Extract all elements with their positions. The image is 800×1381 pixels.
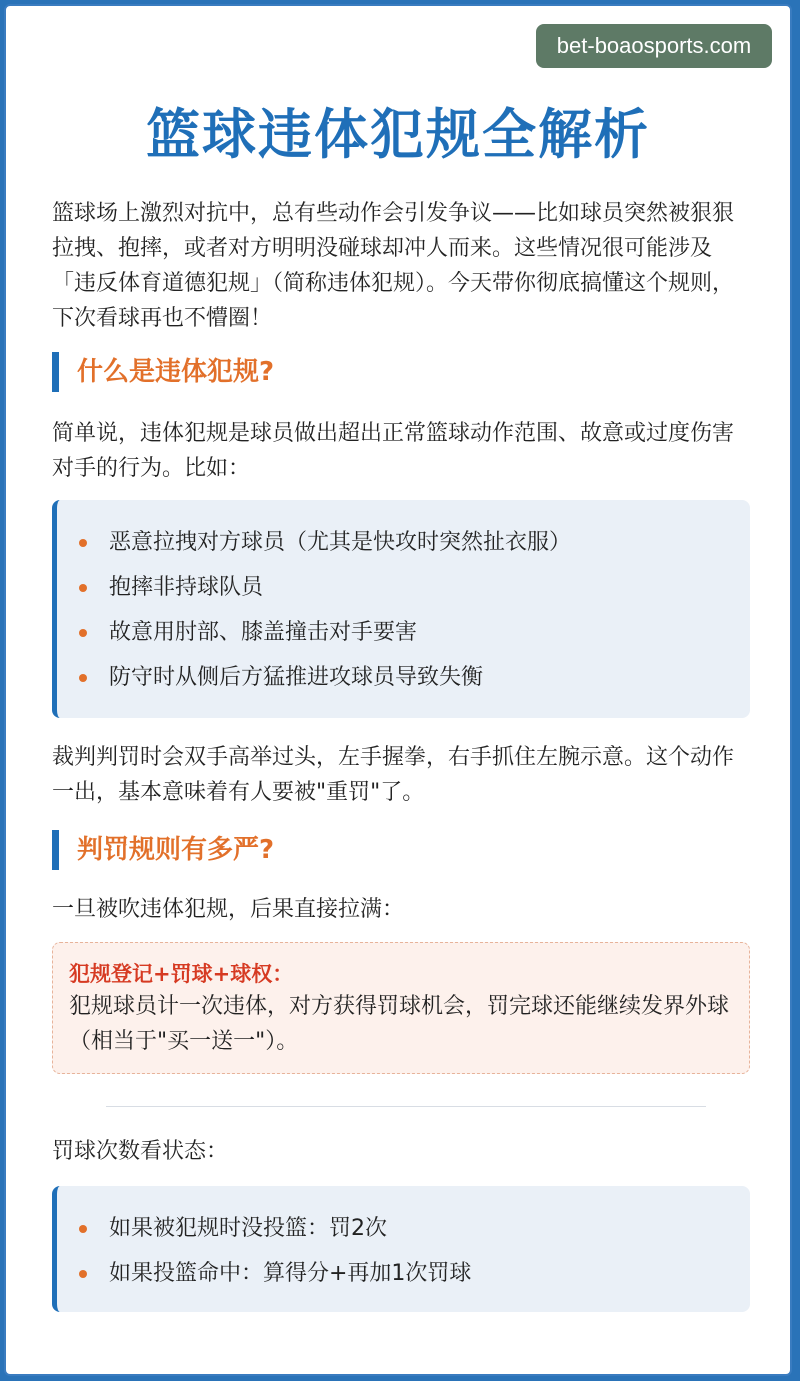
list-item: [79, 655, 750, 700]
watermark: bet-boaosports.com: [536, 24, 772, 68]
bullet-dot-icon: [79, 1270, 87, 1278]
list-item: [79, 520, 750, 565]
list-item-text: 如果被犯规时没投篮：罚2次: [109, 1216, 387, 1241]
penalty-callout: [52, 942, 750, 1074]
list-item-text: 如果投篮命中：算得分+再加1次罚球: [109, 1261, 472, 1286]
bullet-dot-icon: [79, 629, 87, 637]
penalty-title: 犯规登记+罚球+球权：: [69, 962, 294, 986]
free-throw-panel: [52, 1186, 750, 1312]
intro-paragraph: 篮球场上激烈对抗中，总有些动作会引发争议——比如球员突然被狠狠拉拽、抱摔，或者对方明明没碰球却冲人而来。这些情况很可能涉及「违反体育道德犯规」（简称违体犯规）。今天带你彻底搞懂这个规则，下次看球再也不懵圈！: [52, 201, 735, 331]
bullet-dot-icon: [79, 674, 87, 682]
free-throw-lead: 罚球次数看状态：: [52, 1139, 229, 1164]
penalty-body: 犯规球员计一次违体，对方获得罚球机会，罚完球还能继续发界外球（相当于"买一送一"）。: [69, 994, 730, 1054]
bullet-dot-icon: [79, 539, 87, 547]
list-item-text: 抱摔非持球队员: [109, 575, 264, 600]
list-item-text: 故意用肘部、膝盖撞击对手要害: [109, 620, 418, 645]
list-item: [79, 565, 750, 610]
article-card: [4, 4, 792, 1376]
section-heading-penalty: 判罚规则有多严?: [52, 830, 777, 870]
list-item-text: 防守时从侧后方猛推进攻球员导致失衡: [109, 665, 484, 690]
referee-signal-paragraph: 裁判判罚时会双手高举过头，左手握拳，右手抓住左腕示意。这个动作一出，基本意味着有人要被"重罚"了。: [52, 745, 735, 805]
section2-lead: 一旦被吹违体犯规，后果直接拉满：: [52, 897, 405, 922]
bullet-dot-icon: [79, 584, 87, 592]
section-heading-what-is: 什么是违体犯规?: [52, 352, 777, 392]
list-item-text: 恶意拉拽对方球员（尤其是快攻时突然扯衣服）: [109, 530, 572, 555]
list-item: [79, 1251, 750, 1296]
list-item: [79, 1206, 750, 1251]
section1-lead: 简单说，违体犯规是球员做出超出正常篮球动作范围、故意或过度伤害对手的行为。比如：: [52, 421, 735, 481]
examples-panel: [52, 500, 750, 718]
bullet-dot-icon: [79, 1225, 87, 1233]
page-title: 篮球违体犯规全解析: [146, 103, 650, 166]
divider: [106, 1106, 706, 1107]
list-item: [79, 610, 750, 655]
